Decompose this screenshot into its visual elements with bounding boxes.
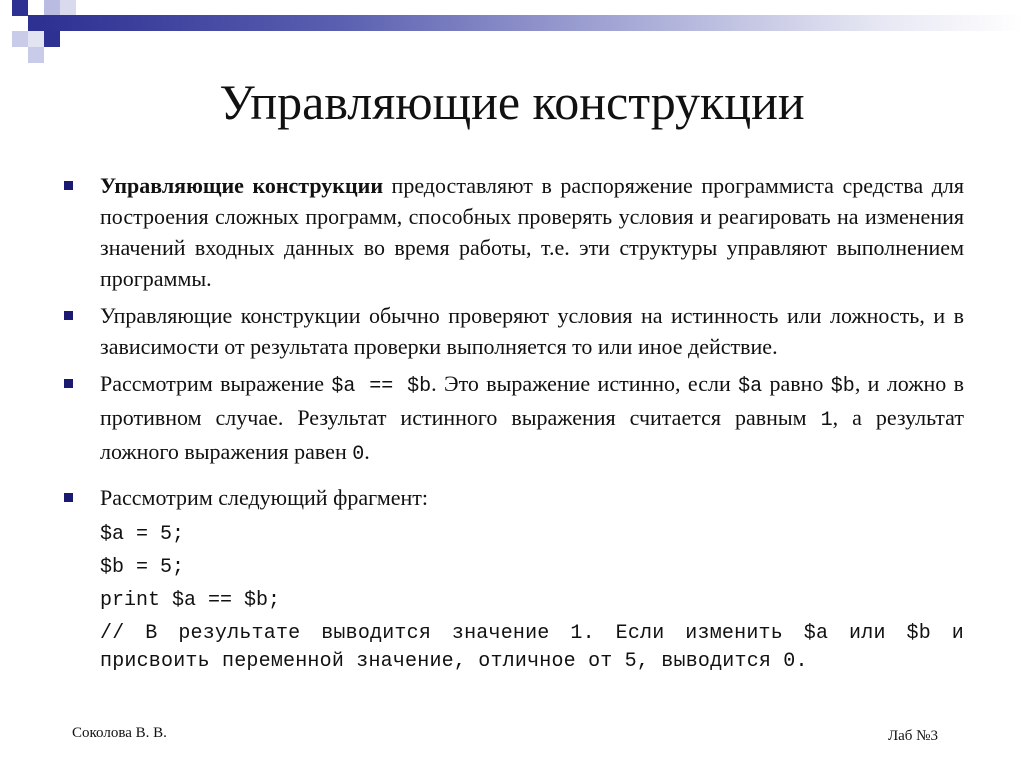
footer-author: Соколова В. В. — [72, 725, 167, 741]
bullet-item — [62, 300, 964, 362]
bullet-text: равно — [762, 371, 831, 396]
square-bullet-icon — [64, 493, 73, 502]
decor-square — [28, 15, 44, 31]
decor-square — [12, 31, 28, 47]
footer-label: Лаб №3 — [887, 728, 938, 744]
code-line: print $a == $b; — [100, 589, 281, 612]
decor-square — [28, 31, 44, 47]
bullet-text: . Это выражение истинно, если — [431, 371, 739, 396]
decor-square — [44, 31, 60, 47]
code-line: $a = 5; — [100, 523, 185, 546]
bullet-text: предоставляют в распоряжение программиста средства для построения сложных программ, способных проверять условия и реагировать на изменения значений входных данных во время работы, т.е. эти структуры управляют выполнением программы. — [100, 173, 964, 291]
code-comment: // В результате выводится значение 1. Если изменить $a или $b и присвоить переменной значение, отличное от 5, выводится 0. — [100, 622, 964, 673]
square-bullet-icon — [64, 181, 73, 190]
code-block — [62, 521, 964, 676]
bullet-item — [62, 170, 964, 294]
bullet-text: , а результат ложного выражения равен — [100, 405, 964, 464]
inline-code: 1 — [820, 409, 833, 432]
bold-term: Управляющие конструкции — [100, 173, 384, 198]
bullet-text: Рассмотрим следующий фрагмент: — [100, 485, 429, 510]
decor-square — [44, 0, 60, 16]
square-bullet-icon — [64, 311, 73, 320]
bullet-text: , и ложно в противном случае. Результат истинного выражения считается равным — [100, 371, 964, 430]
square-bullet-icon — [64, 379, 73, 388]
slide-content — [62, 170, 964, 676]
bullet-item — [62, 482, 964, 513]
inline-code: $a == $b — [331, 375, 432, 398]
slide-title: Управляющие конструкции — [219, 74, 805, 130]
decor-square — [12, 0, 28, 16]
decor-square — [60, 0, 76, 16]
inline-code: $b — [830, 375, 855, 398]
inline-code: 0 — [352, 443, 365, 466]
bullet-text: Управляющие конструкции обычно проверяют условия на истинность или ложность, и в зависимости от результата проверки выполняется то или иное действие. — [100, 303, 964, 359]
bullet-text: Рассмотрим выражение — [100, 371, 332, 396]
inline-code: $a — [738, 375, 763, 398]
header-gradient-bar — [44, 15, 1024, 31]
code-line: $b = 5; — [100, 556, 185, 579]
decor-square — [28, 47, 44, 63]
bullet-text: . — [364, 439, 370, 464]
bullet-item — [62, 368, 964, 470]
